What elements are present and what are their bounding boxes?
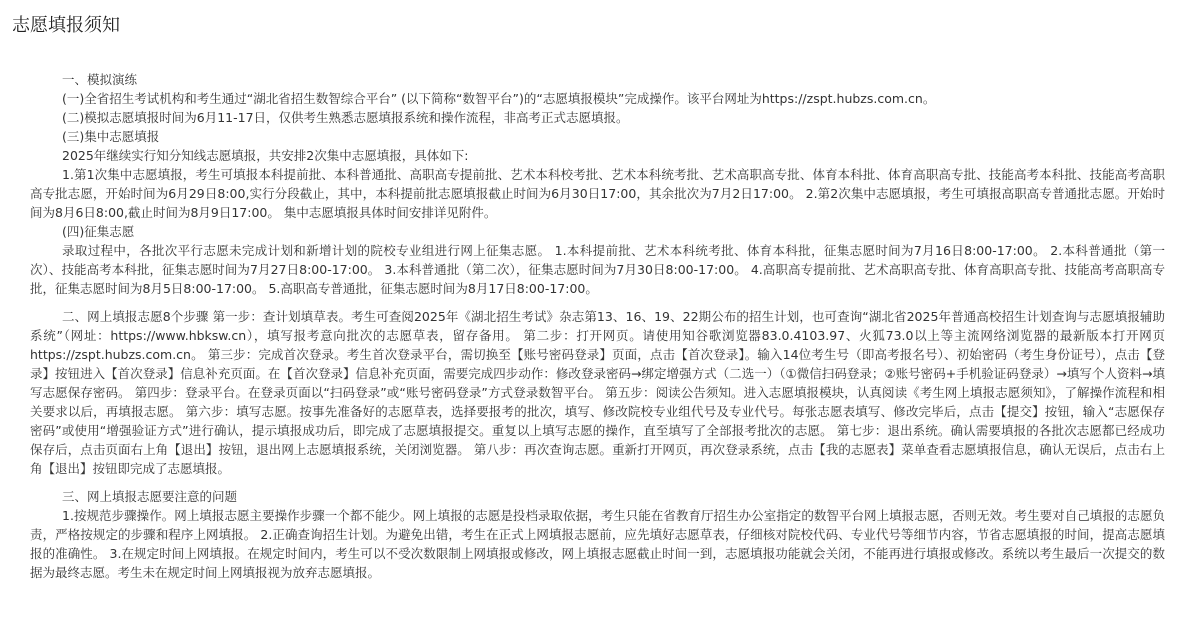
centralized-intro: 2025年继续实行知分知线志愿填报，共安排2次集中志愿填报，具体如下: (62, 148, 469, 163)
page-title: 志愿填报须知 (12, 15, 120, 36)
section-heading: 一、模拟演练 (62, 72, 138, 87)
section-online-steps (30, 307, 1165, 478)
supplementary-heading: (四)征集志愿 (62, 224, 135, 239)
online-steps-paragraph: 二、网上填报志愿8个步骤 第一步：查计划填草表。考生可查阅2025年《湖北招生考试》杂志第13、16、19、22期公布的招生计划，也可查询“湖北省2025年普通高校招生计划查询与志愿填报辅助系统”（网址：https://www.hbksw.cn），填写报考意向批次的志愿草表，留存备用。 第二步：打开网页。请使用知谷歌浏览器83.0.4103.97、火狐73.0以上等主流网络浏览器的最新版本打开网页https://zspt.hubzs.com.cn。 第三步：完成首次登录。考生首次登录平台，需切换至【账号密码登录】页面，点击【首次登录】。输入14位考生号（即高考报名号）、初始密码（考生身份证号），点击【登录】按钮进入【首次登录】信息补充页面。在【首次登录】信息补充页面，需要完成四步动作：修改登录密码→绑定增强方式（二选一）（①微信扫码登录；②账号密码+手机验证码登录）→填写个人资料→填写志愿保存密码。 第四步：登录平台。在登录页面以“扫码登录”或“账号密码登录”方式登录数智平台。 第五步：阅读公告须知。进入志愿填报模块，认真阅读《考生网上填报志愿须知》，了解操作流程和相关要求以后，再填报志愿。 第六步：填写志愿。按事先准备好的志愿草表，选择要报考的批次，填写、修改院校专业组代号及专业代号。每张志愿表填写、修改完毕后，点击【提交】按钮，输入“志愿保存密码”或使用“增强验证方式”进行确认，提示填报成功后，即完成了志愿填报提交。重复以上填写志愿的操作，直至填写了全部报考批次的志愿。 第七步：退出系统。确认需要填报的各批次志愿都已经成功保存后，点击页面右上角【退出】按钮，退出网上志愿填报系统，关闭浏览器。 第八步：再次查询志愿。重新打开网页，再次登录系统，点击【我的志愿表】菜单查看志愿填报信息，确认无误后，点击右上角【退出】按钮即完成了志愿填报。 (30, 309, 1165, 476)
notice-content (30, 70, 1165, 582)
section-notes (30, 487, 1165, 582)
notes-paragraph: 1.按规范步骤操作。网上填报志愿主要操作步骤一个都不能少。网上填报的志愿是投档录取依据，考生只能在省教育厅招生办公室指定的数智平台网上填报志愿，否则无效。考生要对自己填报的志愿负责，严格按规定的步骤和程序上网填报。 2.正确查询招生计划。为避免出错，考生在正式上网填报志愿前，应先填好志愿草表，仔细核对院校代码、专业代号等细节内容，节省志愿填报的时间，提高志愿填报的准确性。 3.在规定时间上网填报。在规定时间内，考生可以不受次数限制上网填报或修改，网上填报志愿截止时间一到，志愿填报功能就会关闭，不能再进行填报或修改。系统以考生最后一次提交的数据为最终志愿。考生未在规定时间上网填报视为放弃志愿填报。 (30, 508, 1165, 580)
mock-time-line: (二)模拟志愿填报时间为6月11-17日，仅供考生熟悉志愿填报系统和操作流程，非高考正式志愿填报。 (62, 110, 629, 125)
mock-platform-line: (一)全省招生考试机构和考生通过“湖北省招生数智综合平台” (以下简称“数智平台”)的“志愿填报模块”完成操作。该平台网址为https://zspt.hubzs.com.cn。 (62, 91, 936, 106)
centralized-schedule: 1.第1次集中志愿填报，考生可填报本科提前批、本科普通批、高职高专提前批、艺术本科校考批、艺术本科统考批、艺术高职高专批、体育本科批、体育高职高专批、技能高考本科批、技能高考高职高专批志愿，开始时间为6月29日8:00,实行分段截止，其中，本科提前批志愿填报截止时间为6月30日17:00，其余批次为7月2日17:00。 2.第2次集中志愿填报，考生可填报高职高专普通批志愿。开始时间为8月6日8:00,截止时间为8月9日17:00。 集中志愿填报具体时间安排详见附件。 (30, 167, 1165, 220)
supplementary-schedule: 录取过程中，各批次平行志愿未完成计划和新增计划的院校专业组进行网上征集志愿。 1.本科提前批、艺术本科统考批、体育本科批，征集志愿时间为7月16日8:00-17:00。 2.本科普通批（第一次）、技能高考本科批，征集志愿时间为7月27日8:00-17:00。 3.本科普通批（第二次），征集志愿时间为7月30日8:00-17:00。 4.高职高专提前批、艺术高职高专批、体育高职高专批、技能高考高职高专批，征集志愿时间为8月5日8:00-17:00。 5.高职高专普通批，征集志愿时间为8月17日8:00-17:00。 (30, 243, 1165, 296)
section-heading: 三、网上填报志愿要注意的问题 (62, 489, 238, 504)
centralized-heading: (三)集中志愿填报 (62, 129, 160, 144)
section-mock-drill (30, 70, 1165, 298)
